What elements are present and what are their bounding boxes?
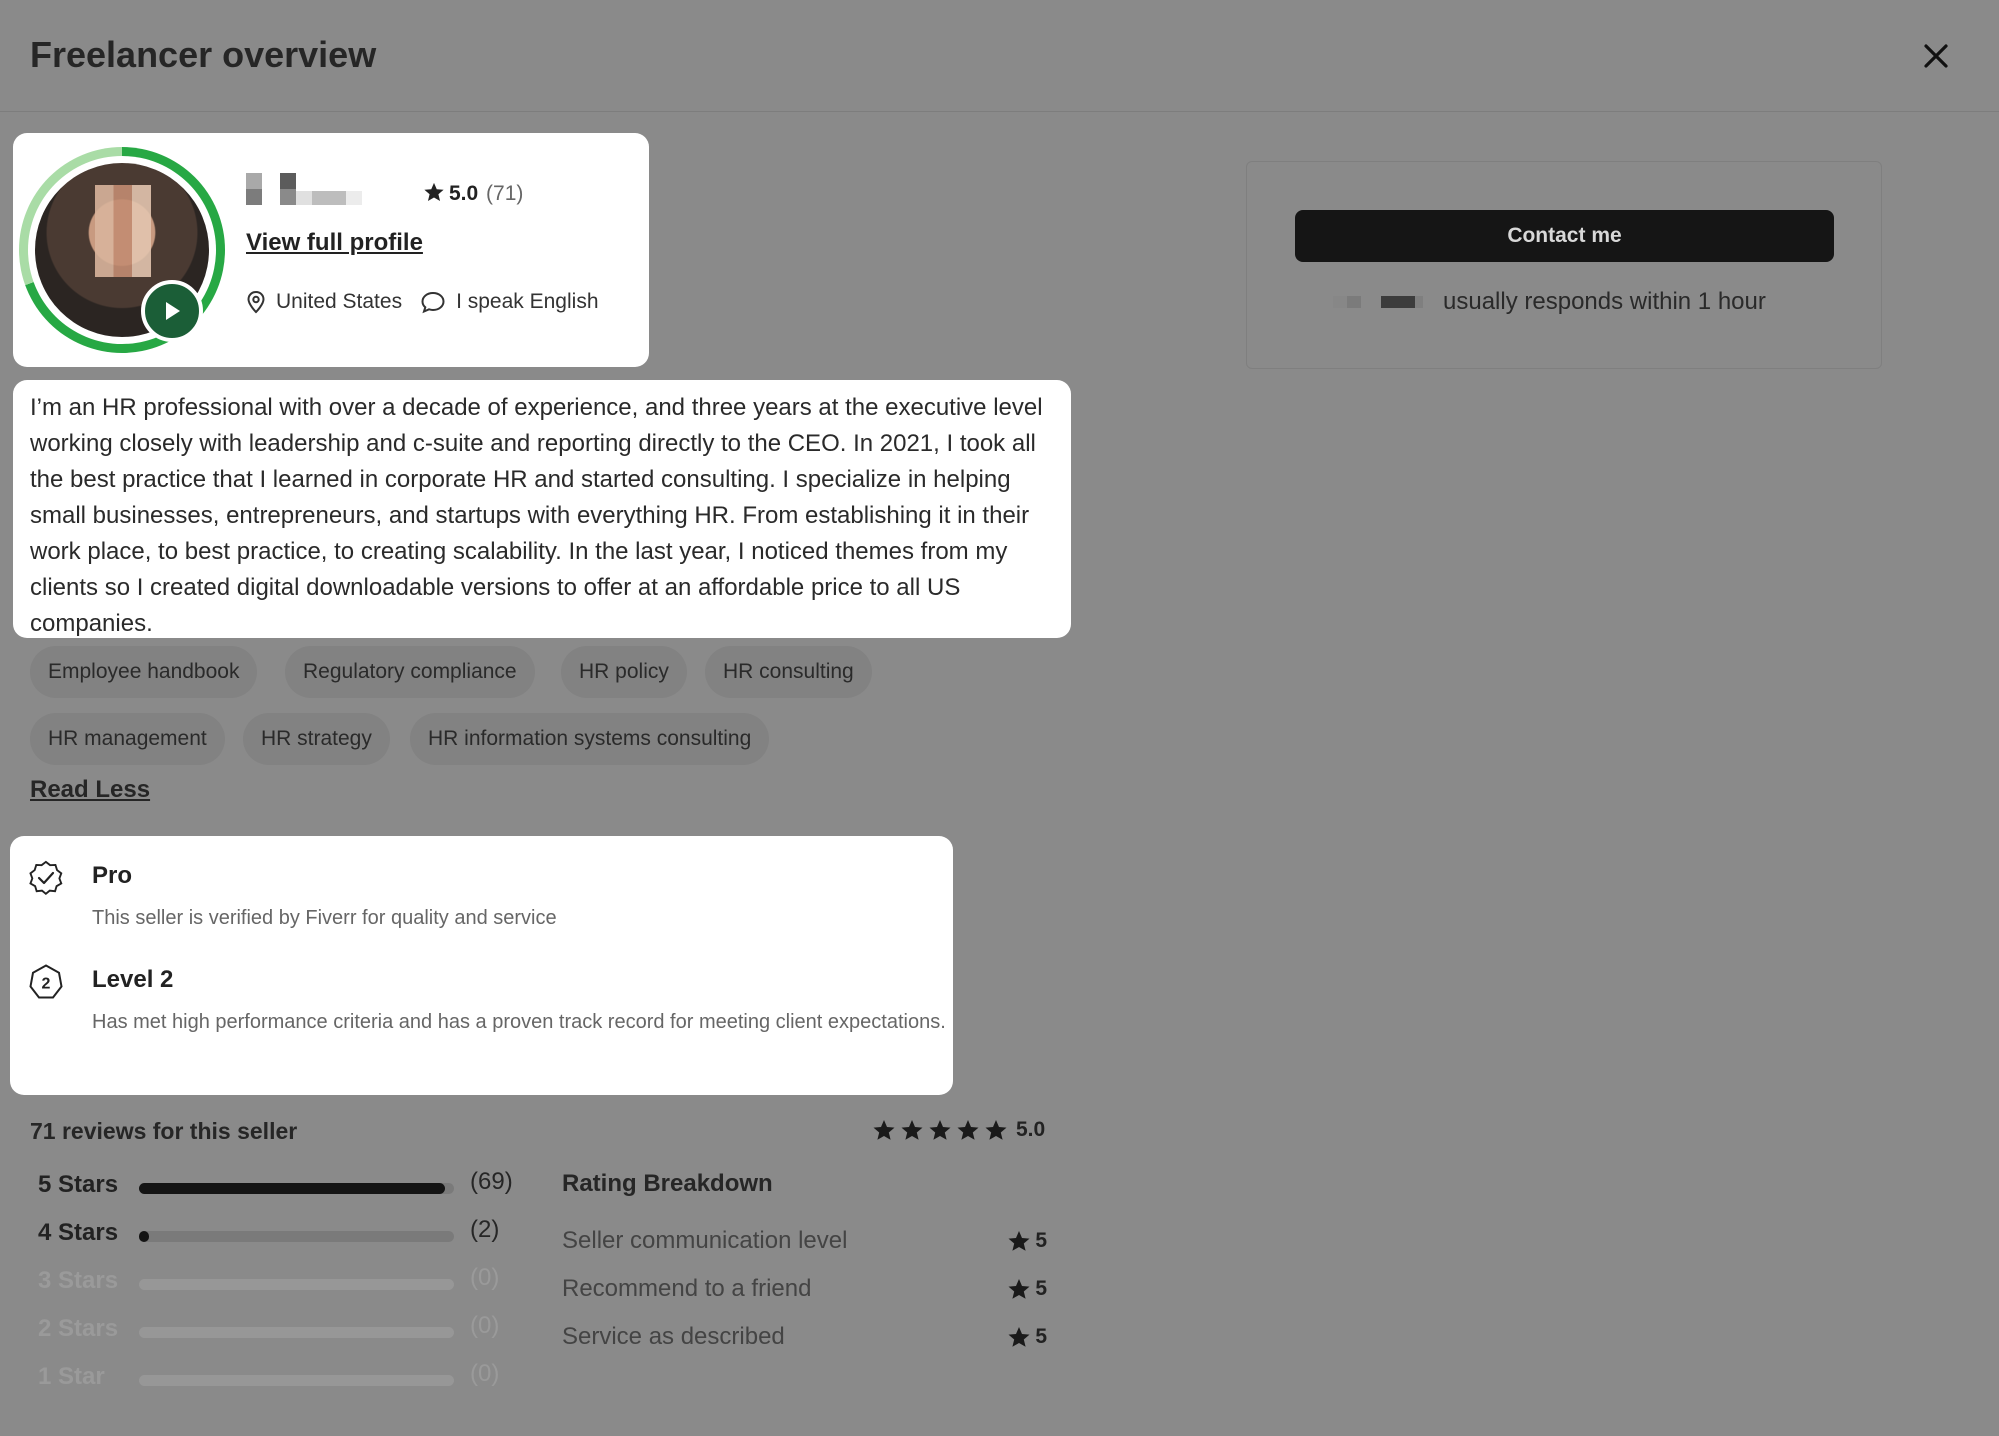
star-icon (928, 1118, 952, 1142)
star-icon (900, 1118, 924, 1142)
badge-title: Level 2 (92, 966, 174, 993)
star-row-bar (139, 1375, 454, 1386)
view-full-profile-link[interactable]: View full profile (246, 229, 423, 256)
badge-description: Has met high performance criteria and has a proven track record for meeting client expectations. (92, 1011, 946, 1033)
description-card (13, 380, 1071, 638)
star-distribution-row[interactable] (38, 1360, 518, 1393)
language-text: I speak English (456, 290, 599, 313)
location-text: United States (276, 290, 403, 313)
overall-stars (872, 1118, 1012, 1142)
star-icon (423, 181, 445, 203)
star-row-label: 1 Star (38, 1363, 105, 1390)
star-row-bar-fill (139, 1231, 149, 1242)
rating-breakdown-row (562, 1227, 1047, 1259)
breakdown-value-text: 5 (1035, 1229, 1047, 1252)
breakdown-label: Seller communication level (562, 1227, 848, 1254)
breakdown-value (1007, 1277, 1047, 1301)
overall-rating (872, 1118, 1045, 1142)
star-icon (956, 1118, 980, 1142)
star-row-count: (0) (470, 1264, 500, 1291)
rating-breakdown-title: Rating Breakdown (562, 1170, 773, 1197)
star-row-bar (139, 1327, 454, 1338)
close-button[interactable] (1916, 36, 1956, 76)
play-video-button[interactable] (141, 280, 203, 342)
breakdown-label: Service as described (562, 1323, 785, 1350)
seller-rating (423, 181, 523, 206)
level-2-badge-icon (28, 964, 64, 1000)
close-icon (1916, 36, 1956, 76)
star-row-bar (139, 1231, 454, 1242)
star-row-label: 5 Stars (38, 1171, 119, 1198)
verified-badge-icon (28, 860, 64, 896)
star-icon (984, 1118, 1008, 1142)
profile-meta (246, 290, 599, 314)
rating-breakdown-row (562, 1323, 1047, 1355)
tag-hr-policy[interactable]: HR policy (561, 646, 687, 698)
star-row-count: (0) (470, 1312, 500, 1339)
star-distribution-row[interactable] (38, 1312, 518, 1345)
avatar-pixelated-face (95, 185, 151, 277)
star-row-label: 2 Stars (38, 1315, 119, 1342)
contact-panel (1246, 161, 1882, 369)
play-icon (164, 300, 182, 322)
breakdown-value (1007, 1325, 1047, 1349)
star-icon (872, 1118, 896, 1142)
response-time (1333, 288, 1766, 316)
online-status-redacted (1333, 294, 1423, 310)
star-row-bar-fill (139, 1183, 445, 1194)
breakdown-value-text: 5 (1035, 1325, 1047, 1348)
rating-count: (71) (486, 182, 524, 205)
badge-description: This seller is verified by Fiverr for quality and service (92, 907, 557, 929)
star-row-count: (69) (470, 1168, 513, 1195)
tag-employee-handbook[interactable]: Employee handbook (30, 646, 257, 698)
tag-hr-information-systems-consulting[interactable]: HR information systems consulting (410, 713, 769, 765)
reviews-title: 71 reviews for this seller (30, 1118, 298, 1144)
rating-breakdown-row (562, 1275, 1047, 1307)
seller-badges-card (10, 836, 953, 1095)
star-row-bar (139, 1183, 454, 1194)
overall-rating-value: 5.0 (1016, 1118, 1046, 1141)
rating-value: 5.0 (449, 182, 479, 205)
badge-title: Pro (92, 862, 133, 889)
star-distribution-row[interactable] (38, 1216, 518, 1249)
star-icon (1007, 1325, 1031, 1349)
seller-description: I’m an HR professional with over a decade of experience, and three years at the executive level working closely with leadership and c-suite and reporting directly to the CEO. In 2021, I took all the best practice that I learned in corporate HR and started consulting. I specialize in helping small businesses, entrepreneurs, and startups with everything HR. From establishing it in their work place, to best practice, to creating scalability. In the last year, I noticed themes from my clients so I created digital downloadable versions to offer at an affordable price to all US companies. (30, 394, 1043, 637)
read-less-link[interactable]: Read Less (30, 776, 151, 803)
star-row-count: (0) (470, 1360, 500, 1387)
location-pin-icon (246, 290, 266, 314)
star-row-label: 3 Stars (38, 1267, 119, 1294)
tag-hr-consulting[interactable]: HR consulting (705, 646, 872, 698)
star-row-count: (2) (470, 1216, 500, 1243)
profile-card (13, 133, 649, 367)
star-row-bar (139, 1279, 454, 1290)
star-icon (1007, 1277, 1031, 1301)
star-distribution-row[interactable] (38, 1168, 518, 1201)
breakdown-value (1007, 1229, 1047, 1253)
breakdown-label: Recommend to a friend (562, 1275, 812, 1302)
tag-regulatory-compliance[interactable]: Regulatory compliance (285, 646, 535, 698)
modal-title: Freelancer overview (30, 34, 377, 75)
star-distribution-row[interactable] (38, 1264, 518, 1297)
tag-hr-strategy[interactable]: HR strategy (243, 713, 390, 765)
star-icon (1007, 1229, 1031, 1253)
breakdown-value-text: 5 (1035, 1277, 1047, 1300)
response-time-text: usually responds within 1 hour (1443, 288, 1766, 315)
tag-hr-management[interactable]: HR management (30, 713, 225, 765)
modal-header (0, 0, 1999, 112)
seller-name-redacted (246, 173, 376, 207)
contact-me-button[interactable]: Contact me (1295, 210, 1834, 262)
level-number: 2 (41, 975, 51, 993)
speech-bubble-icon (420, 290, 446, 314)
star-row-label: 4 Stars (38, 1219, 119, 1246)
